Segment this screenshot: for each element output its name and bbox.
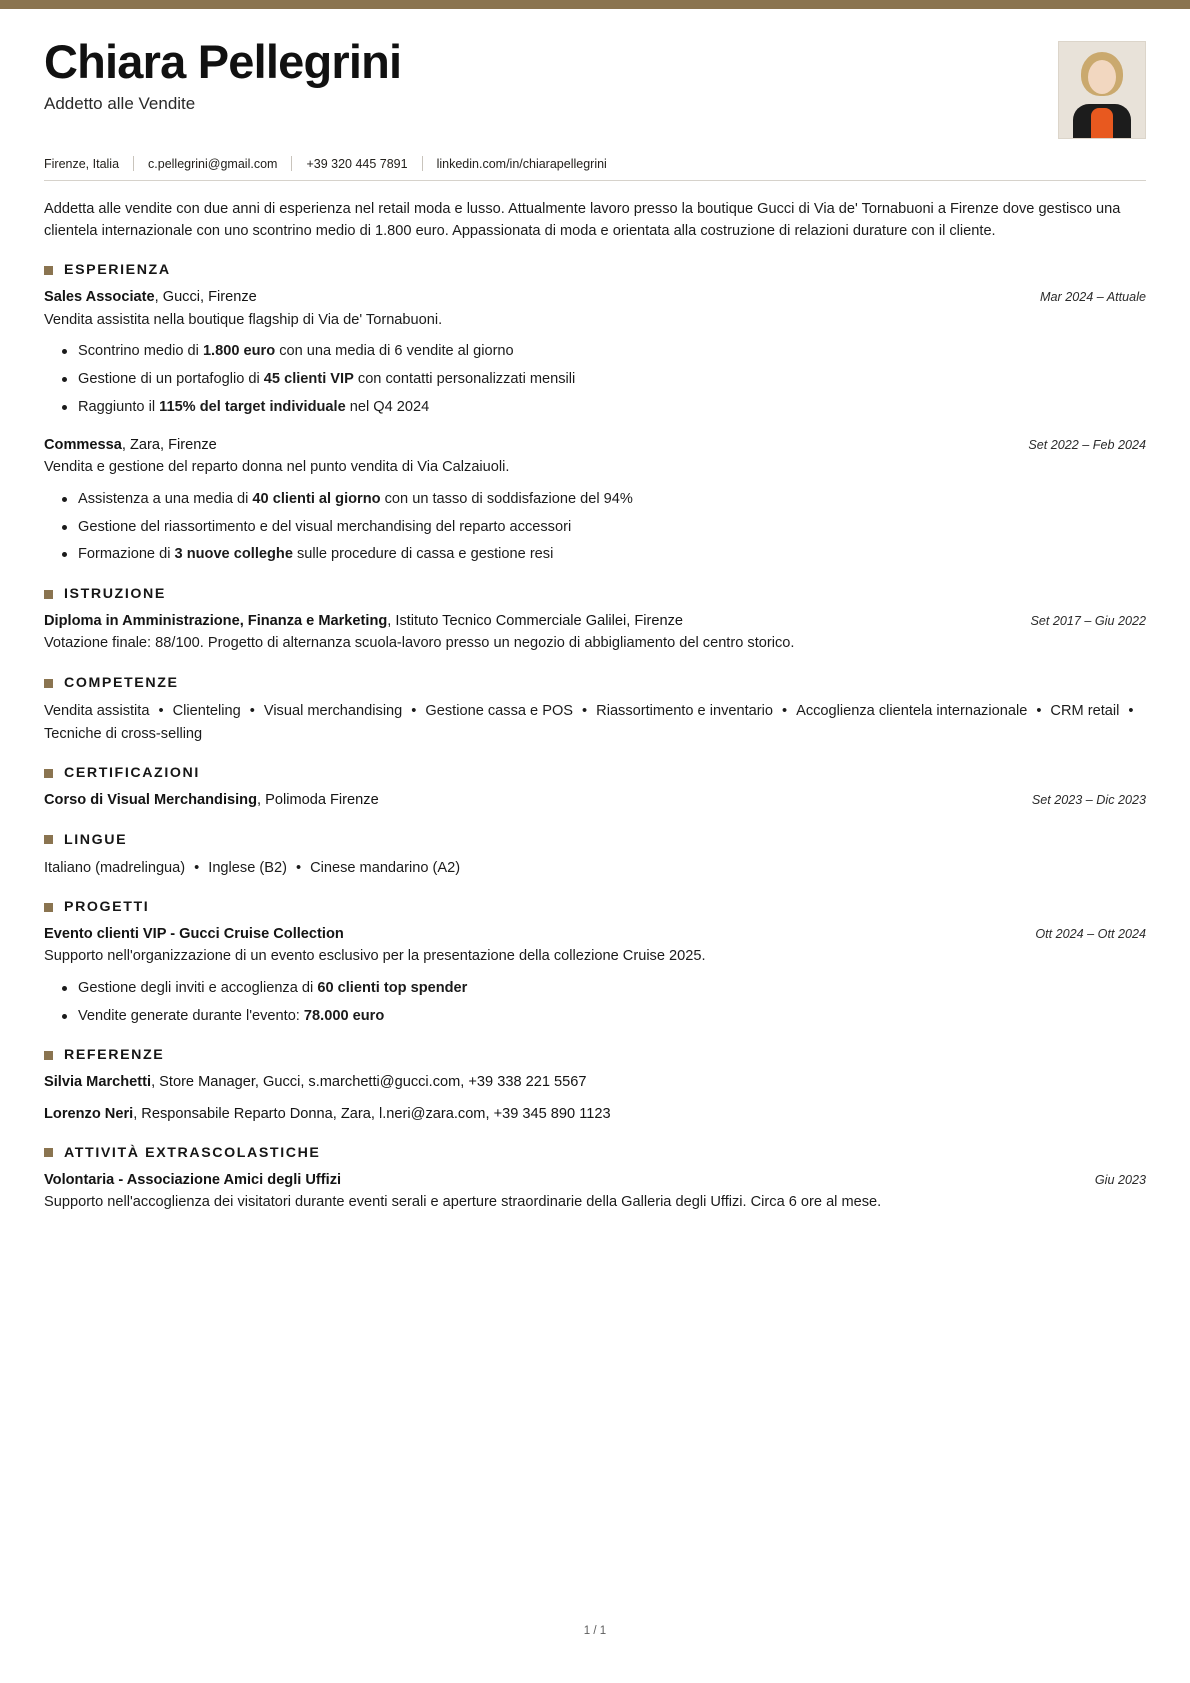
page-footer <box>0 1625 1190 1637</box>
entry-header <box>44 611 1146 632</box>
entry-title-company: , Zara, Firenze <box>121 437 217 454</box>
skills-list <box>44 700 1146 745</box>
entry-title <box>44 611 683 632</box>
section-heading-label: ATTIVITÀ EXTRASCOLASTICHE <box>64 1144 321 1161</box>
list-item <box>78 340 1146 363</box>
contact-divider <box>133 156 134 171</box>
section-marker-icon <box>44 679 53 688</box>
contact-divider <box>422 156 423 171</box>
section-experience <box>44 262 1146 566</box>
entry-header <box>44 435 1146 456</box>
candidate-role: Addetto alle Vendite <box>44 94 196 114</box>
bullet-bold: 3 nuove colleghe <box>174 546 293 563</box>
bullet-bold: 40 clienti al giorno <box>252 491 381 508</box>
skill-item: CRM retail <box>1050 703 1120 720</box>
entry-header <box>44 790 1146 811</box>
contact-linkedin[interactable]: linkedin.com/in/chiarapellegrini <box>436 156 607 171</box>
bullet-bold: 1.800 euro <box>202 343 276 360</box>
section-references <box>44 1047 1146 1124</box>
section-heading <box>44 262 1146 278</box>
bullet-pre: Assistenza a una media di <box>78 491 253 508</box>
header-text <box>44 37 401 114</box>
entry-title <box>44 287 257 308</box>
bullet-bold: 115% del target individuale <box>159 398 346 415</box>
bullet-pre: Vendite generate durante l'evento: <box>78 1007 304 1024</box>
section-certifications <box>44 765 1146 811</box>
section-heading <box>44 1145 1146 1161</box>
entry-date: Set 2023 – Dic 2023 <box>1031 793 1146 808</box>
section-marker-icon <box>44 1051 53 1060</box>
entry-description: Votazione finale: 88/100. Progetto di alternanza scuola-lavoro presso un negozio di abbigliamento del centro storico. <box>44 635 795 652</box>
reference-name: Lorenzo Neri <box>44 1105 134 1122</box>
contact-email[interactable]: c.pellegrini@gmail.com <box>148 156 278 171</box>
bullet-pre: Gestione degli inviti e accoglienza di <box>78 980 318 997</box>
bullet-post: sulle procedure di cassa e gestione resi <box>292 546 554 563</box>
project-entry <box>44 924 1146 1027</box>
list-item <box>78 543 1146 566</box>
bullet-post: con contatti personalizzati mensili <box>353 371 576 387</box>
experience-entry <box>44 287 1146 418</box>
entry-description: Vendita e gestione del reparto donna nel punto vendita di Via Calzaiuoli. <box>44 459 510 476</box>
bullet-bold: 45 clienti VIP <box>263 371 354 387</box>
section-extracurricular <box>44 1145 1146 1214</box>
dot-separator-icon: • <box>158 703 164 720</box>
reference-details: , Store Manager, Gucci, s.marchetti@gucci.com, +39 338 221 5567 <box>151 1074 587 1091</box>
entry-bullet-list <box>44 977 1146 1027</box>
candidate-name: Chiara Pellegrini <box>44 35 402 88</box>
dot-separator-icon: • <box>582 703 588 720</box>
entry-title <box>44 1104 1146 1125</box>
entry-title-project: Evento clienti VIP - Gucci Cruise Collection <box>44 926 344 943</box>
entry-title-company: , Gucci, Firenze <box>154 289 257 306</box>
language-item: Cinese mandarino (A2) <box>310 859 461 876</box>
bullet-post: con un tasso di soddisfazione del 94% <box>380 491 633 508</box>
section-heading-label: CERTIFICAZIONI <box>64 765 200 782</box>
bullet-pre: Gestione del riassortimento e del visual merchandising del reparto accessori <box>78 518 572 535</box>
language-item: Italiano (madrelingua) <box>44 859 186 876</box>
section-heading <box>44 765 1146 781</box>
dot-separator-icon: • <box>249 703 255 720</box>
section-marker-icon <box>44 266 53 275</box>
certification-entry <box>44 790 1146 811</box>
entry-title-course: Corso di Visual Merchandising <box>44 792 258 809</box>
reference-entry <box>44 1072 1146 1093</box>
section-heading-label: ISTRUZIONE <box>64 586 166 603</box>
dot-separator-icon: • <box>781 703 788 720</box>
entry-title-institution: , Polimoda Firenze <box>257 792 379 809</box>
bullet-post: con una media di 6 vendite al giorno <box>275 343 514 360</box>
reference-details: , Responsabile Reparto Donna, Zara, l.neri@zara.com, +39 345 890 1123 <box>133 1105 611 1122</box>
entry-title-role: Sales Associate <box>44 289 155 306</box>
entry-bullet-list <box>44 340 1146 418</box>
section-marker-icon <box>44 769 53 778</box>
skill-item: Tecniche di cross-selling <box>44 725 203 742</box>
section-heading-label: REFERENZE <box>64 1047 165 1064</box>
list-item <box>78 1005 1146 1028</box>
entry-title-role: Commessa <box>44 437 122 454</box>
entry-date: Giu 2023 <box>1094 1172 1146 1187</box>
section-heading <box>44 586 1146 602</box>
bullet-pre: Formazione di <box>78 546 175 563</box>
resume-content <box>0 9 1190 1218</box>
skill-item: Clienteling <box>172 703 241 720</box>
entry-description: Supporto nell'organizzazione di un evento esclusivo per la presentazione della collezione Cruise 2025. <box>44 948 706 965</box>
entry-title <box>44 1170 341 1191</box>
list-item <box>78 396 1146 419</box>
list-item <box>78 516 1146 539</box>
skill-item: Gestione cassa e POS <box>425 703 574 720</box>
section-skills <box>44 675 1146 745</box>
entry-description: Supporto nell'accoglienza dei visitatori durante eventi serali e aperture straordinarie della Galleria degli Uffizi. Circa 6 ore al mese. <box>44 1193 882 1210</box>
extracurricular-entry <box>44 1170 1146 1214</box>
skill-item: Visual merchandising <box>263 703 403 720</box>
bullet-bold: 60 clienti top spender <box>317 980 468 997</box>
section-heading-label: COMPETENZE <box>64 675 179 692</box>
section-marker-icon <box>44 590 53 599</box>
entry-title <box>44 1072 1146 1093</box>
contact-bar <box>44 156 1146 181</box>
entry-title <box>44 790 379 811</box>
avatar-face <box>1088 60 1116 94</box>
section-marker-icon <box>44 1148 53 1157</box>
entry-title-activity: Volontaria - Associazione Amici degli Uffizi <box>44 1171 342 1188</box>
avatar <box>1058 41 1146 139</box>
reference-entry <box>44 1104 1146 1125</box>
section-marker-icon <box>44 903 53 912</box>
list-item <box>78 977 1146 1000</box>
bullet-pre: Raggiunto il <box>78 398 160 415</box>
dot-separator-icon: • <box>295 859 302 876</box>
entry-title <box>44 435 217 456</box>
list-item <box>78 488 1146 511</box>
experience-entry <box>44 435 1146 566</box>
section-languages <box>44 832 1146 880</box>
entry-description: Vendita assistita nella boutique flagship di Via de' Tornabuoni. <box>44 311 443 328</box>
profile-summary: Addetta alle vendite con due anni di esperienza nel retail moda e lusso. Attualmente lavoro presso la boutique Gucci di Via de' Tornabuoni a Firenze dove gestisco una clientela internazionale con uno scontrino medio di 1.800 euro. Appassionata di moda e orientata alla costruzione di relazioni durature con il cliente. <box>44 201 1121 240</box>
bullet-pre: Scontrino medio di <box>78 343 203 360</box>
section-heading-label: ESPERIENZA <box>64 262 171 279</box>
education-entry <box>44 611 1146 655</box>
avatar-scarf <box>1091 108 1113 138</box>
entry-title-degree: Diploma in Amministrazione, Finanza e Marketing <box>44 613 388 630</box>
list-item <box>78 368 1146 391</box>
entry-date: Mar 2024 – Attuale <box>1040 290 1146 305</box>
entry-date: Set 2017 – Giu 2022 <box>1030 614 1146 629</box>
section-heading <box>44 899 1146 915</box>
entry-bullet-list <box>44 488 1146 566</box>
dot-separator-icon: • <box>411 703 417 720</box>
section-heading-label: LINGUE <box>64 831 128 848</box>
bullet-post: nel Q4 2024 <box>345 398 430 415</box>
contact-phone[interactable]: +39 320 445 7891 <box>306 156 408 171</box>
section-marker-icon <box>44 835 53 844</box>
section-heading-label: PROGETTI <box>64 899 150 916</box>
entry-date: Ott 2024 – Ott 2024 <box>1035 927 1146 942</box>
accent-top-bar <box>0 0 1190 9</box>
dot-separator-icon: • <box>1128 703 1134 720</box>
contact-divider <box>291 156 292 171</box>
entry-header <box>44 924 1146 945</box>
bullet-bold: 78.000 euro <box>303 1007 385 1024</box>
entry-title <box>44 924 344 945</box>
entry-title-school: , Istituto Tecnico Commerciale Galilei, Firenze <box>387 613 684 630</box>
section-heading <box>44 1047 1146 1063</box>
skill-item: Vendita assistita <box>44 703 150 720</box>
entry-date: Set 2022 – Feb 2024 <box>1028 438 1146 453</box>
entry-header <box>44 287 1146 308</box>
entry-header <box>44 1170 1146 1191</box>
languages-list <box>44 857 1146 880</box>
dot-separator-icon: • <box>194 859 200 876</box>
dot-separator-icon: • <box>1036 703 1042 720</box>
resume-header <box>44 37 1146 139</box>
skill-item: Riassortimento e inventario <box>596 703 773 720</box>
skill-item: Accoglienza clientela internazionale <box>796 703 1028 720</box>
bullet-pre: Gestione di un portafoglio di <box>78 371 264 387</box>
reference-name: Silvia Marchetti <box>44 1074 152 1091</box>
section-education <box>44 586 1146 655</box>
section-heading <box>44 675 1146 691</box>
section-projects <box>44 899 1146 1027</box>
page-indicator: 1 / 1 <box>583 1625 607 1637</box>
language-item: Inglese (B2) <box>208 859 287 876</box>
section-heading <box>44 832 1146 848</box>
contact-location: Firenze, Italia <box>44 156 120 171</box>
